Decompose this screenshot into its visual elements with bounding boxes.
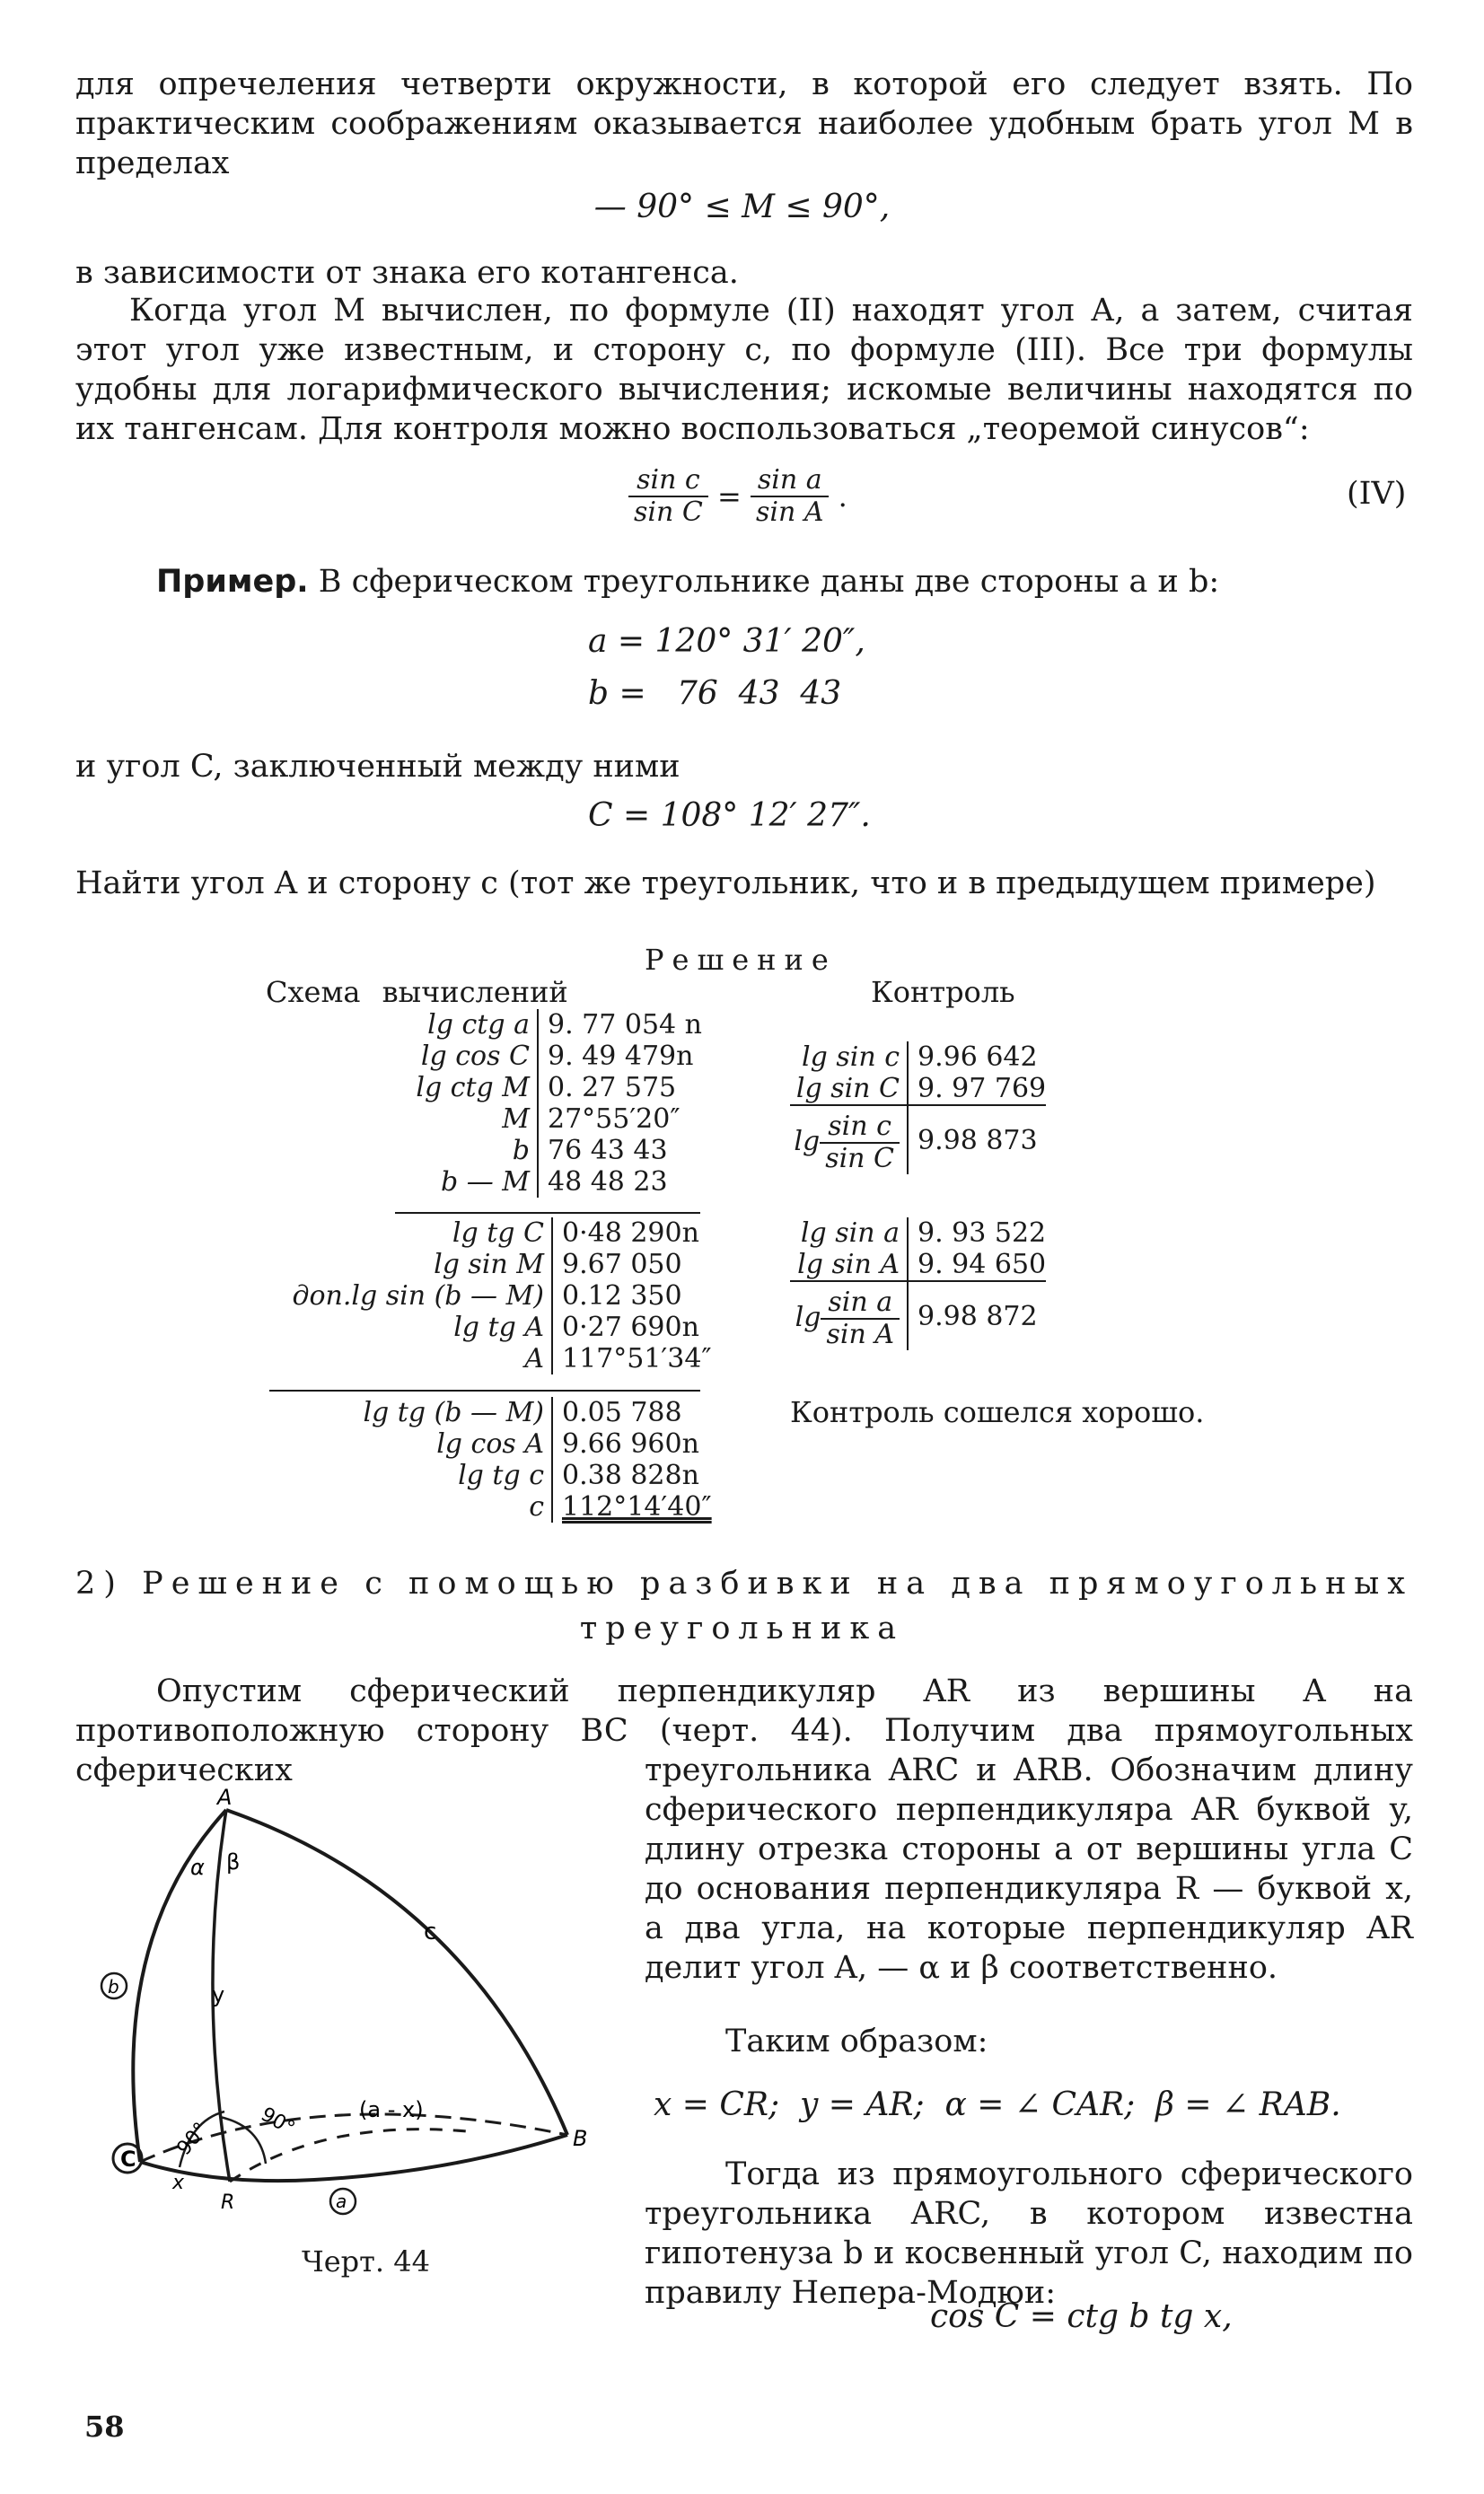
table-row — [790, 1249, 1046, 1281]
row-label: lg cos A — [269, 1428, 552, 1460]
solution-title: Решение — [645, 943, 837, 977]
page-number: 58 — [84, 2410, 125, 2444]
dashed-arc-lower — [230, 2130, 467, 2182]
row-value: 27°55′20″ — [548, 1103, 681, 1135]
table-row — [269, 1041, 702, 1072]
row-value: 9.67 050 — [562, 1249, 682, 1280]
side-c-arc — [226, 1810, 567, 2135]
table-row — [269, 1103, 702, 1135]
label-y: y — [212, 1982, 225, 2007]
table-row — [269, 1072, 702, 1103]
eq4-right-denominator: sin A — [755, 496, 824, 528]
example-text: В сферическом треугольнике даны две стороны a и b: — [318, 564, 1220, 600]
table-row — [790, 1217, 1046, 1249]
row-label — [790, 1105, 908, 1174]
row-label: M — [269, 1103, 538, 1135]
row-value: 9. 93 522 — [918, 1217, 1047, 1249]
paragraph-neper: Тогда из прямоугольного сферического треугольника ARC, в котором известна гипотенуза b и косвенный угол C, находим по правилу Непера-Модюи: — [645, 2156, 1413, 2311]
label-a-minus-x: (a - x) — [359, 2097, 424, 2122]
row-label: A — [269, 1343, 552, 1374]
control-block-2 — [790, 1217, 1046, 1350]
row-label: c — [269, 1491, 552, 1523]
label-side-c: c — [424, 1919, 437, 1945]
row-value: 9. 77 054 n — [548, 1009, 702, 1041]
row-label: lg sin A — [790, 1249, 908, 1281]
label-beta: β — [226, 1849, 241, 1875]
row-label: lg sin a — [790, 1217, 908, 1249]
frac-denominator: sin A — [826, 1319, 894, 1350]
table-row — [790, 1105, 1046, 1174]
row-value: 0. 27 575 — [548, 1072, 677, 1103]
row-value: 112°14′40″ — [562, 1491, 712, 1523]
control-note: Контроль сошелся хорошо. — [790, 1395, 1205, 1429]
row-value: 0·27 690n — [562, 1312, 699, 1343]
label-vertex-c: C — [120, 2147, 136, 2172]
row-label: b — [269, 1135, 538, 1166]
lg-prefix: lg — [795, 1302, 821, 1333]
row-label: lg tg c — [269, 1460, 552, 1491]
row-value: 9.96 642 — [918, 1041, 1038, 1073]
row-label: lg tg (b — M) — [269, 1397, 552, 1428]
table-row — [269, 1166, 702, 1198]
row-value: 0.05 788 — [562, 1397, 682, 1428]
control-block-1 — [790, 1041, 1046, 1174]
table-row — [269, 1460, 712, 1491]
scheme-title: Схема вычислений — [266, 975, 568, 1009]
equation-m-range: — 90° ≤ M ≤ 90°, — [593, 189, 891, 225]
label-r: R — [221, 2191, 235, 2214]
eq4-left-denominator: sin C — [634, 496, 703, 528]
paragraph-triangles: треугольника ARC и ARB. Обозначим длину сферического перпендикуляра AR буквой y, длину отрезка стороны a от вершины угла C до основания перпендикуляра R — буквой x, а два угла, на которые перпендикуляр AR делит угол A, — α и β соответственно. — [645, 1752, 1413, 1986]
paragraph-quadrant: для опречеления четверти окружности, в которой его следует взять. По практическим соображениям оказывается наиболее удобным брать угол М в пределах — [75, 66, 1413, 181]
table-row — [269, 1428, 712, 1460]
equation-c-value: C = 108° 12′ 27″. — [588, 797, 871, 834]
table-row — [269, 1009, 702, 1041]
row-value: 76 43 43 — [548, 1135, 668, 1166]
row-value: 9. 94 650 — [908, 1249, 1046, 1281]
section-heading-line1: 2) Решение с помощью разбивки на два прямоугольных — [75, 1566, 1413, 1602]
example-line — [156, 564, 1219, 600]
label-alpha: α — [190, 1855, 205, 1880]
row-value: 0.12 350 — [562, 1280, 682, 1312]
row-value: 0.38 828n — [562, 1460, 699, 1491]
paragraph-task: Найти угол A и сторону c (тот же треугольник, что и в предыдущем примере) — [75, 865, 1376, 901]
example-heading: Пример. — [156, 564, 309, 600]
divider-2 — [269, 1390, 700, 1392]
lg-prefix: lg — [794, 1126, 821, 1157]
frac-numerator: sin a — [821, 1287, 900, 1320]
label-angle-90-left: 90° — [172, 2118, 213, 2160]
table-row — [790, 1073, 1046, 1105]
row-value: 9.66 960n — [562, 1428, 699, 1460]
eq4-left-numerator: sin c — [628, 465, 708, 497]
row-label — [790, 1281, 908, 1350]
table-row — [269, 1343, 712, 1374]
row-label: lg cos C — [269, 1041, 538, 1072]
scheme-block-2 — [269, 1217, 712, 1374]
frac-numerator: sin c — [820, 1111, 900, 1144]
label-vertex-b: B — [573, 2126, 588, 2151]
equation-sine-theorem: $\frac{\text{sin c}}{\text{sin C}}$ = $\frac{\text{sin a}}{\text{sin A}}$ . — [628, 465, 847, 528]
equation-tag-iv: (IV) — [1347, 476, 1407, 512]
row-value: 48 48 23 — [548, 1166, 668, 1198]
divider-1 — [395, 1212, 700, 1214]
paragraph-thus: Таким образом: — [725, 2024, 988, 2059]
table-row — [790, 1041, 1046, 1073]
label-angle-90-right: 90° — [257, 2103, 299, 2140]
table-row — [269, 1491, 712, 1523]
table-row — [269, 1312, 712, 1343]
equation-a-value: a = 120° 31′ 20″, — [588, 623, 865, 660]
scheme-block-3 — [269, 1397, 712, 1523]
scheme-block-1 — [269, 1009, 702, 1198]
table-row — [269, 1397, 712, 1428]
row-label: lg sin c — [790, 1041, 908, 1073]
equation-b-value: b = 76 43 43 — [588, 675, 842, 712]
row-value: 117°51′34″ — [562, 1343, 712, 1374]
table-row — [269, 1249, 712, 1280]
label-side-b: b — [108, 1976, 119, 1998]
row-value: 9. 49 479n — [548, 1041, 694, 1072]
row-label: lg sin M — [269, 1249, 552, 1280]
eq4-right-numerator: sin a — [751, 465, 830, 497]
row-value: 9.98 873 — [918, 1124, 1038, 1156]
equation-definitions: x = CR; y = AR; α = ∠ CAR; β = ∠ RAB. — [654, 2086, 1341, 2123]
figure-caption: Черт. 44 — [302, 2244, 430, 2279]
paragraph-sign: в зависимости от знака его котангенса. — [75, 255, 739, 291]
paragraph-method: Когда угол М вычислен, по формуле (II) находят угол А, а затем, считая этот угол уже известным, и сторону c, по формуле (III). Все три формулы удобны для логарифмического вычисления; искомые величины находятся по их тангенсам. Для контроля можно воспользоваться „теоремой синусов“: — [75, 293, 1413, 447]
row-value: 0·48 290n — [562, 1217, 699, 1249]
row-label: lg tg A — [269, 1312, 552, 1343]
label-side-a: a — [336, 2191, 347, 2212]
row-label: lg sin C — [790, 1073, 908, 1105]
table-row — [790, 1281, 1046, 1350]
frac-denominator: sin C — [825, 1143, 894, 1174]
control-title: Контроль — [871, 975, 1015, 1009]
section-heading-line2: треугольника — [579, 1611, 905, 1647]
paragraph-perpendicular: Опустим сферический перпендикуляр AR из вершины A на противоположную сторону BC (черт. 44). Получим два прямоугольных сферических — [75, 1673, 1413, 1788]
row-label: b — M — [269, 1166, 538, 1198]
row-label: lg ctg a — [269, 1009, 538, 1041]
row-label: lg ctg M — [269, 1072, 538, 1103]
row-value: 9.98 872 — [918, 1300, 1038, 1332]
paragraph-angle-c: и угол C, заключенный между ними — [75, 749, 681, 785]
table-row — [269, 1280, 712, 1312]
label-vertex-a: A — [217, 1787, 233, 1810]
label-x: x — [172, 2172, 185, 2194]
figure-spherical-triangle — [90, 1787, 610, 2217]
row-label: lg tg C — [269, 1217, 552, 1249]
row-value: 9. 97 769 — [908, 1073, 1046, 1105]
table-row — [269, 1217, 712, 1249]
equation-cos-c: cos C = ctg b tg x, — [930, 2298, 1233, 2335]
row-label: доп.lg sin (b — M) — [269, 1280, 552, 1312]
table-row — [269, 1135, 702, 1166]
